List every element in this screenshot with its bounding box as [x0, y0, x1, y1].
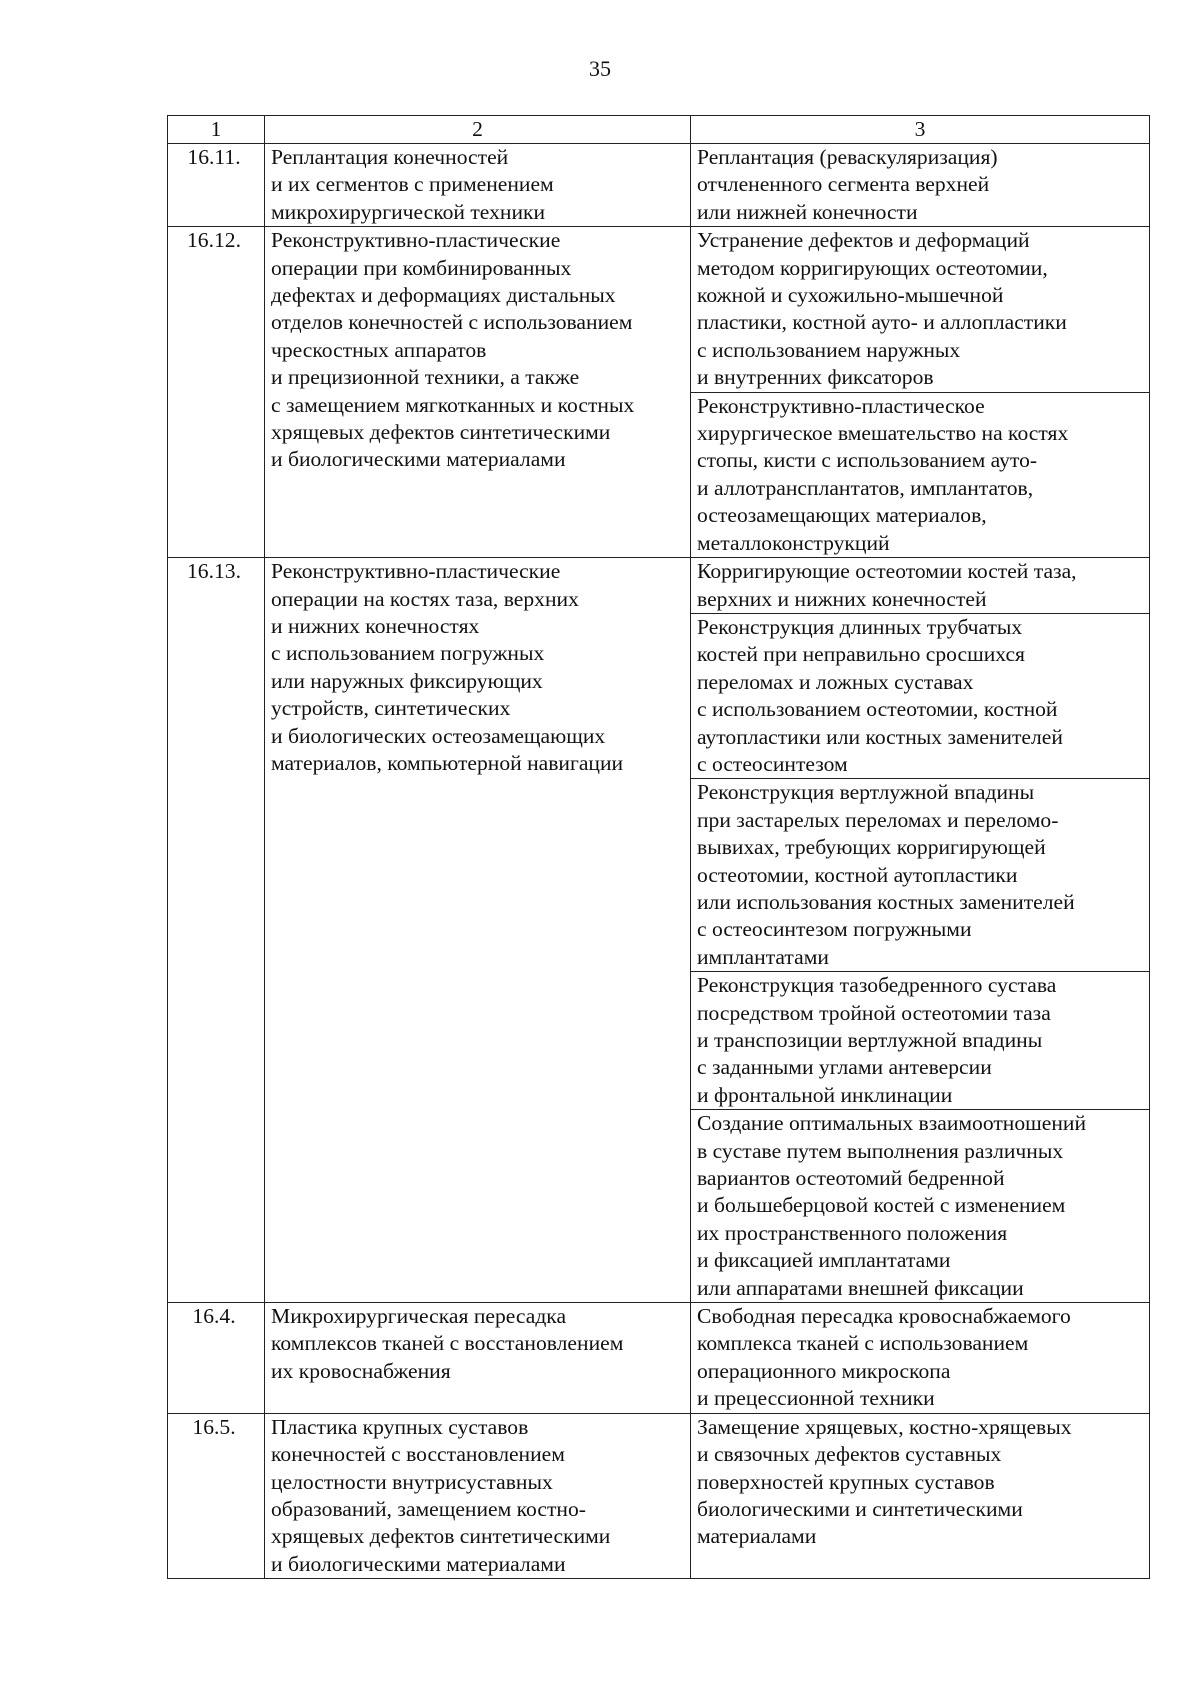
table-row [168, 1413, 1150, 1578]
column-header-3: 3 [691, 116, 1150, 144]
row-method: Реплантация (реваскуляризация) отчлененного сегмента верхней или нижней конечности [691, 144, 1150, 227]
row-method: Реконструктивно-пластическое хирургическое вмешательство на костях стопы, кисти с использованием ауто- и аллотрансплантатов, имплантатов, остеозамещающих материалов, металлоконструкций [691, 392, 1150, 557]
row-method: Реконструкция вертлужной впадины при застарелых переломах и переломо- вывихах, требующих корригирующей остеотомии, костной аутопластики или использования костных заменителей с остеосинтезом погружными имплантатами [691, 779, 1150, 972]
row-method: Корригирующие остеотомии костей таза, верхних и нижних конечностей [691, 558, 1150, 614]
procedures-table [167, 115, 1150, 1579]
column-header-2: 2 [265, 116, 691, 144]
row-method: Устранение дефектов и деформаций методом корригирующих остеотомии, кожной и сухожильно-мышечной пластики, костной ауто- и аллопластики с использованием наружных и внутренних фиксаторов [691, 227, 1150, 392]
table-row [168, 227, 1150, 392]
row-name: Микрохирургическая пересадка комплексов тканей с восстановлением их кровоснабжения [265, 1303, 691, 1414]
row-method: Замещение хрящевых, костно-хрящевых и связочных дефектов суставных поверхностей крупных суставов биологическими и синтетическими материалами [691, 1413, 1150, 1578]
table-row [168, 1303, 1150, 1414]
row-code: 16.13. [168, 558, 265, 1303]
table-header-row [168, 116, 1150, 144]
table-row [168, 558, 1150, 614]
table-row [168, 144, 1150, 227]
row-name: Пластика крупных суставов конечностей с восстановлением целостности внутрисуставных образований, замещением костно- хрящевых дефектов синтетическими и биологическими материалами [265, 1413, 691, 1578]
row-method: Свободная пересадка кровоснабжаемого комплекса тканей с использованием операционного микроскопа и прецессионной техники [691, 1303, 1150, 1414]
page-number: 35 [589, 56, 611, 81]
row-name: Реконструктивно-пластические операции на костях таза, верхних и нижних конечностях с использованием погружных или наружных фиксирующих устройств, синтетических и биологических остеозамещающих материалов, компьютерной навигации [265, 558, 691, 1303]
column-header-1: 1 [168, 116, 265, 144]
row-name: Реконструктивно-пластические операции при комбинированных дефектах и деформациях дистальных отделов конечностей с использованием чрескостных аппаратов и прецизионной техники, а также с замещением мягкотканных и костных хрящевых дефектов синтетическими и биологическими материалами [265, 227, 691, 558]
row-code: 16.12. [168, 227, 265, 558]
row-method: Реконструкция тазобедренного сустава посредством тройной остеотомии таза и транспозиции вертлужной впадины с заданными углами антеверсии и фронтальной инклинации [691, 972, 1150, 1110]
row-name: Реплантация конечностей и их сегментов с применением микрохирургической техники [265, 144, 691, 227]
row-code: 16.4. [168, 1303, 265, 1414]
row-method: Реконструкция длинных трубчатых костей при неправильно сросшихся переломах и ложных суставах с использованием остеотомии, костной аутопластики или костных заменителей с остеосинтезом [691, 613, 1150, 778]
row-code: 16.11. [168, 144, 265, 227]
row-method: Создание оптимальных взаимоотношений в суставе путем выполнения различных вариантов остеотомий бедренной и большеберцовой костей с изменением их пространственного положения и фиксацией имплантатами или аппаратами внешней фиксации [691, 1110, 1150, 1303]
row-code: 16.5. [168, 1413, 265, 1578]
